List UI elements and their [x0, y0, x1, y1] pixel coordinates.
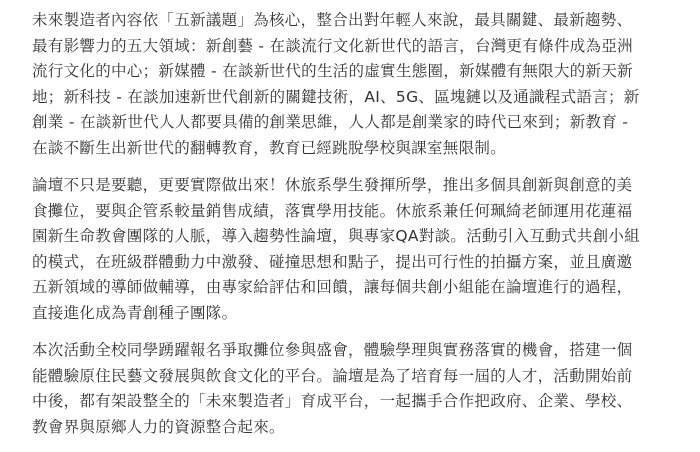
- text-line: 能體驗原住民藝文發展與飲食文化的平台。論壇是為了培育每一屆的人才，活動開始前: [32, 366, 633, 385]
- text-line: 在談不斷生出新世代的翻轉教育，教育已經跳脫學校與課室無限制。: [32, 138, 507, 157]
- text-line: 教會界與原鄉人力的資源整合起來。: [32, 417, 285, 436]
- paragraph-five-topics: [32, 8, 672, 161]
- text-line: 最有影響力的五大領域：新創藝 - 在談流行文化新世代的語言，台灣更有條件成為亞洲: [32, 36, 633, 55]
- text-line: 五新領域的導師做輔導，由專家給評估和回饋，讓每個共創小組能在論壇進行的過程，: [32, 278, 633, 296]
- text-line: 流行文化的中心；新媒體 - 在談新世代的生活的虛實生態圈，新媒體有無限大的新天新: [32, 62, 633, 80]
- paragraph-forum-practice: [32, 173, 672, 326]
- paragraph-event-summary: [32, 338, 672, 440]
- text-line: 論壇不只是要聽，更要實際做出來！休旅系學生發揮所學，推出多個具創新與創意的美: [32, 176, 633, 194]
- text-line: 創業 - 在談新世代人人都要具備的創業思維，人人都是創業家的時代已來到；新教育 -: [32, 113, 629, 131]
- text-line: 地；新科技 - 在談加速新世代創新的關鍵技術，AI、5G、區塊鏈以及通識程式語言；新: [32, 87, 640, 106]
- text-line: 食攤位，要與企管系較量銷售成績，落實學用技能。休旅系兼任何珮綺老師運用花蓮福: [32, 201, 633, 220]
- text-line: 中後，都有架設整全的「未來製造者」育成平台，一起攜手合作把政府、企業、學校、: [32, 392, 633, 410]
- text-line: 直接進化成為青創種子團隊。: [32, 303, 238, 322]
- text-line: 園新生命教會團隊的人脈，導入趨勢性論壇，與專家QA對談。活動引入互動式共創小組: [32, 227, 641, 245]
- text-line: 本次活動全校同學踴躍報名爭取攤位參與盛會，體驗學理與實務落實的機會，搭建一個: [32, 341, 633, 359]
- text-line: 未來製造者內容依「五新議題」為核心，整合出對年輕人來說，最具關鍵、最新趨勢、: [32, 11, 633, 29]
- text-line: 的模式，在班級群體動力中激發、碰撞思想和點子，提出可行性的拍攝方案，並且廣邀: [32, 252, 633, 271]
- article-body: [32, 8, 672, 452]
